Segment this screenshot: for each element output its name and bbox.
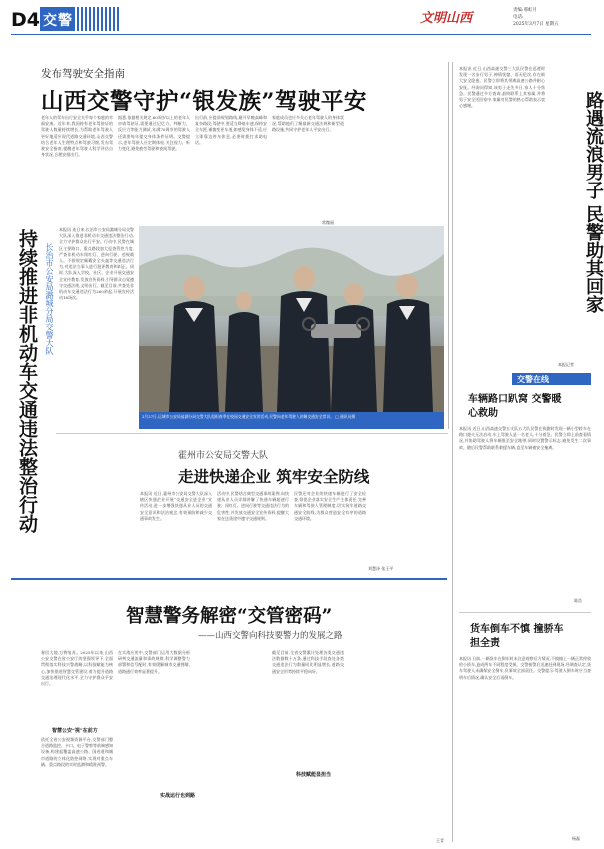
story3-col-4: 截至目前,全省交警累计处理各类交通违法数据数十万条,通过科技手段查处各类交通违法行为数量同比明显增长,道路交通安全形势持续平稳向好。: [272, 650, 344, 674]
right2-body: 本报讯 近日,山西高速交警五支队五大队民警在执勤时发现一辆小型轿车在路口熄火无法启动,车上驾驶人是一名老人,十分着急。民警立即上前查看情况,并协助驾驶人将车辆推至安全地带,同时设置警示标志,避免发生二次事故。随后民警帮助联系救援车辆,直至车辆被安全拖离。: [459, 426, 591, 450]
right3-byline: 杨磊: [572, 836, 580, 841]
story3-sub-2: 实战运行也到路: [160, 793, 196, 799]
photo-illustration: [139, 226, 444, 412]
story2-col-3: 民警还对企业的快递车辆进行了安全检查,督促企业落实安全生产主体责任,完善车辆和驾驶人管理制度,切实筑牢道路交通安全防线,为群众营造安全有序的道路交通环境。: [294, 491, 366, 521]
photo-caption: 2月27日,运城市公安局盐湖分局交警大队组织春季在校园交通安全宣讲活动,民警向老年驾驶人讲解交通安全常识。 □ 通讯员摄: [142, 413, 356, 419]
lead-photo: [139, 226, 444, 412]
dateline: 2025年3月7日 星期五: [513, 22, 559, 27]
editor-line: 责编:邢虹月: [513, 8, 538, 13]
lead-col-2: 据悉,依据相关规定,60周岁以上的老年人申请驾驶证,需要通过记忆力、判断力、反应力等能力测试,年满70周岁的驾驶人还需要每年提交身体条件证明。交警提示,老年驾驶人应定期体检,关注视力、听力变化,避免疲劳驾驶和夜间驾驶。: [118, 115, 190, 152]
story3-col-1: 春回大地,万物复苏。2025年以来,山西公安交警在省公安厅的坚强领导下,全面贯彻落实科技兴警战略,以科技赋能为核心,加快推进智慧交管建设,着力提升道路交通治理现代化水平,全力守护群众平安出行。: [41, 650, 113, 687]
page-number: D4: [11, 9, 40, 31]
right1-body: 本报讯 近日,山西高速交警三大队民警在巡逻时发现一名步行男子,神情恍惚、语无伦次,存在极大安全隐患。民警立即将其带离高速公路并耐心安抚。经询问得知,该男子走失多日,家人十分焦急。民警通过多方查询,最终联系上其家属,并将男子安全送回家中,家属对民警的热心帮助表示衷心感谢。: [459, 66, 545, 109]
left-unit: 长治市公安局潞城分局交警大队: [45, 243, 54, 355]
right2-byline: 陈浩: [574, 598, 582, 603]
lead-headline: 山西交警守护“银发族”驾驶平安: [41, 89, 367, 115]
lead-col-4: 家庭成员也应多关心老年驾驶人的身体状况,帮助他们了解最新交通法规和新型道路设施,共同守护老年人平安出行。: [272, 115, 344, 133]
lead-right-rule: [448, 62, 449, 429]
story2-col-1: 本报讯 近日,霍州市公安局交警大队深入辖区快递企业开展“交通安全进企业”宣传活动,进一步增强快递从业人员的交通安全意识和法治观念,有效预防和减少交通事故发生。: [140, 491, 212, 521]
lead-byline: 常微丽: [322, 220, 334, 225]
right3-headline: 货车倒车不慎 撞骄车担全责: [470, 624, 564, 649]
story2-top-rule: [56, 433, 448, 434]
story3-sub-3: 科技赋能显担当: [296, 772, 332, 778]
story3-sub-1: 智慧公安“视”在前方: [52, 728, 98, 734]
story3-col-2: 依托全省公安视频资源平台,交警部门整合道路监控、卡口、电子警察等前端感知设备,构建起覆盖高速公路、国省道和城市道路的立体化防控网络,实现对重点车辆、重点路段的实时监测和精准预警。: [41, 737, 113, 767]
story3-subhead: ——山西交警向科技要警力的发展之路: [198, 631, 343, 641]
right2-headline: 车辆路口趴窝 交警暖心救助: [468, 394, 562, 419]
story2-unit: 霍州市公安局交警大队: [178, 451, 269, 461]
left-headline: 持续推进非机动车交通违法整治行动: [16, 229, 38, 533]
lead-kicker: 发布驾驶安全指南: [41, 68, 125, 80]
right3-body: 本报讯 日前,一辆货车在倒车时未注意观察后方情况,不慎撞上一辆正常停放的小轿车,造成两车不同程度受损。交警接警后迅速赶到现场,经调查认定,货车驾驶人未确保安全倒车,负事故全部责任。交警提示:驾驶人倒车时应当查明车后情况,确认安全后再倒车。: [459, 656, 591, 680]
right1-byline: 本报记者: [558, 362, 574, 367]
section-tag-box: [503, 373, 591, 385]
section-label: 交警: [43, 13, 73, 29]
brand-logo: 文明山西: [420, 11, 473, 26]
lead-col-1: 老年人的驾车出行安全关乎每个家庭的幸福安康。近年来,我国持有老年驾驶证的驾驶人数量持续增长,为帮助老年驾驶人更好地适应现代道路交通环境,山西交警结合老年人生理特点和驾驶习惯,发布驾驶安全指南,提醒老年驾驶人科学评估自身状况,合理安排出行。: [41, 115, 113, 158]
story2-byline: 刘慧泽 张王平: [368, 566, 394, 571]
story3-byline: 王青: [436, 838, 444, 843]
section-tag-label: 交警在线: [517, 374, 549, 384]
right3-top-rule: [459, 612, 591, 613]
masthead: [0, 0, 600, 40]
left-body: 本报讯 连日来,长治市公安局潞城分局交警大队深入推进非机动车交通违法整治行动,全力守护群众出行平安。行动中,民警在城区主要路口、重点路段加大巡查管控力度,严查非机动车闯红灯、逆向行驶、违规载人、不按规定佩戴安全头盔等交通违法行为,对违法当事人进行批评教育和纠正。同时,大队深入学校、社区、企业开展交通安全宣传教育,发放宣传资料,引导群众自觉遵守交通法规,文明出行。截至目前,共查处非机动车交通违法行为260余起,开展宣传活动16场次。: [59, 227, 134, 301]
story3-col-3a: 在实战应用中,交警部门运用大数据分析研判交通流量和事故规律,科学调整警力部署和信号配时,有效缓解城市交通拥堵,道路通行效率显著提升。: [118, 650, 190, 674]
lead-col-3: 出行前,应提前规划路线,避开早晚高峰和复杂路段;驾驶中,要适当降低车速,保持安全车距,谨慎变更车道;如感觉身体不适,应立即靠边停车休息,必要时拨打求助电话。: [195, 115, 267, 145]
section-badge: [40, 7, 73, 31]
story3-top-rule: [11, 578, 447, 580]
story2-col-2: 活动中,民警结合典型交通事故案例,向快递从业人员详细讲解了快递车辆超速行驶、闯红灯、逆向行驶等交通违法行为的危害性,并发放交通安全宣传资料,提醒大家在送货途中遵守交通规则。: [217, 491, 289, 521]
story2-headline: 走进快递企业 筑牢安全防线: [178, 467, 370, 486]
tel-line: 电话:: [513, 15, 524, 20]
right1-headline: 路遇流浪男子 民警助其回家: [583, 91, 604, 314]
section-stripes: [73, 7, 121, 31]
story3-headline: 智慧警务解密“交管密码”: [126, 606, 333, 627]
right-column-rule: [452, 62, 453, 842]
masthead-rule: [11, 34, 591, 35]
photo-caption-bar: [139, 412, 444, 429]
